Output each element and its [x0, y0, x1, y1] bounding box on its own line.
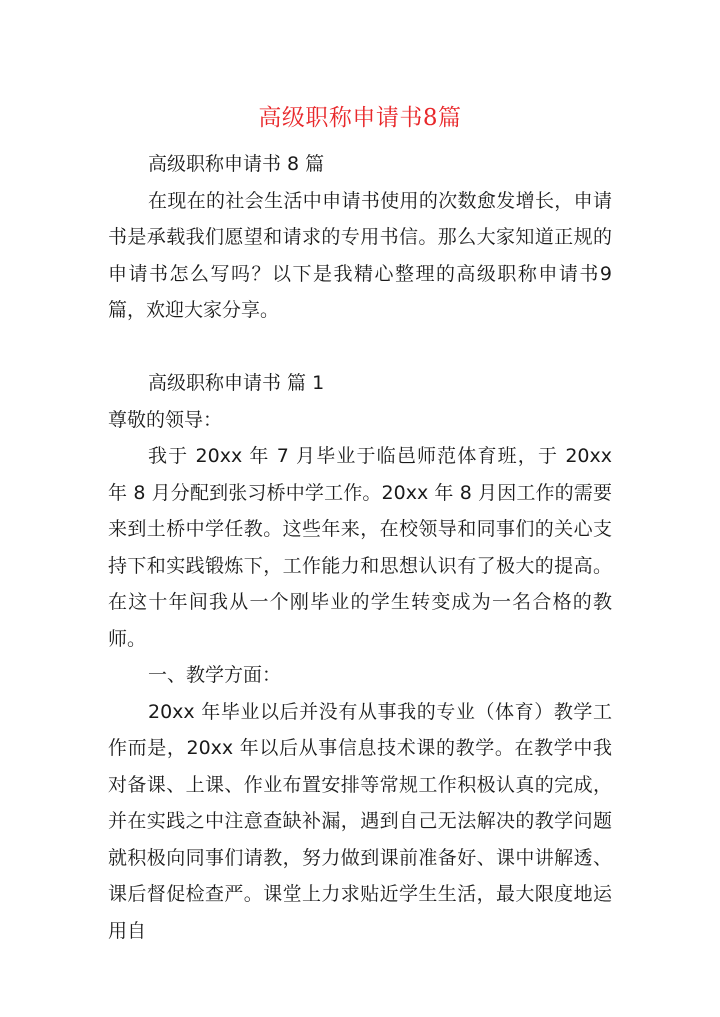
subtitle-paragraph: 高级职称申请书 8 篇: [148, 153, 325, 175]
salutation: 尊敬的领导：: [108, 408, 223, 431]
body-paragraph-1: 我于 20xx 年 7 月毕业于临邑师范体育班，于 20xx 年 8 月分配到张习桥中学工作。20xx 年 8 月因工作的需要来到土桥中学任教。这些年来，在校领导和同事们的关心支持下和实践锻炼下，工作能力和思想认识有了极大的提高。在这十年间我从一个刚毕业的学生转变成为一名合格的教师。: [108, 445, 612, 650]
teaching-heading: 一、教学方面：: [148, 664, 282, 686]
document-title: 高级职称申请书8篇: [258, 105, 462, 131]
document-body: [108, 146, 612, 949]
body-paragraph-2: 20xx 年毕业以后并没有从事我的专业（体育）教学工作而是，20xx 年以后从事信息技术课的教学。在教学中我对备课、上课、作业布置安排等常规工作积极认真的完成，并在实践之中注意查缺补漏，遇到自己无法解决的教学问题就积极向同事们请教，努力做到课前准备好、课中讲解透、课后督促检查严。课堂上力求贴近学生生活，最大限度地运用自: [108, 700, 612, 942]
section-heading: 高级职称申请书 篇 1: [148, 372, 325, 394]
blank-line: [108, 329, 612, 366]
intro-paragraph: 在现在的社会生活中申请书使用的次数愈发增长，申请书是承载我们愿望和请求的专用书信。那么大家知道正规的申请书怎么写吗？以下是我精心整理的高级职称申请书9篇，欢迎大家分享。: [108, 189, 612, 321]
